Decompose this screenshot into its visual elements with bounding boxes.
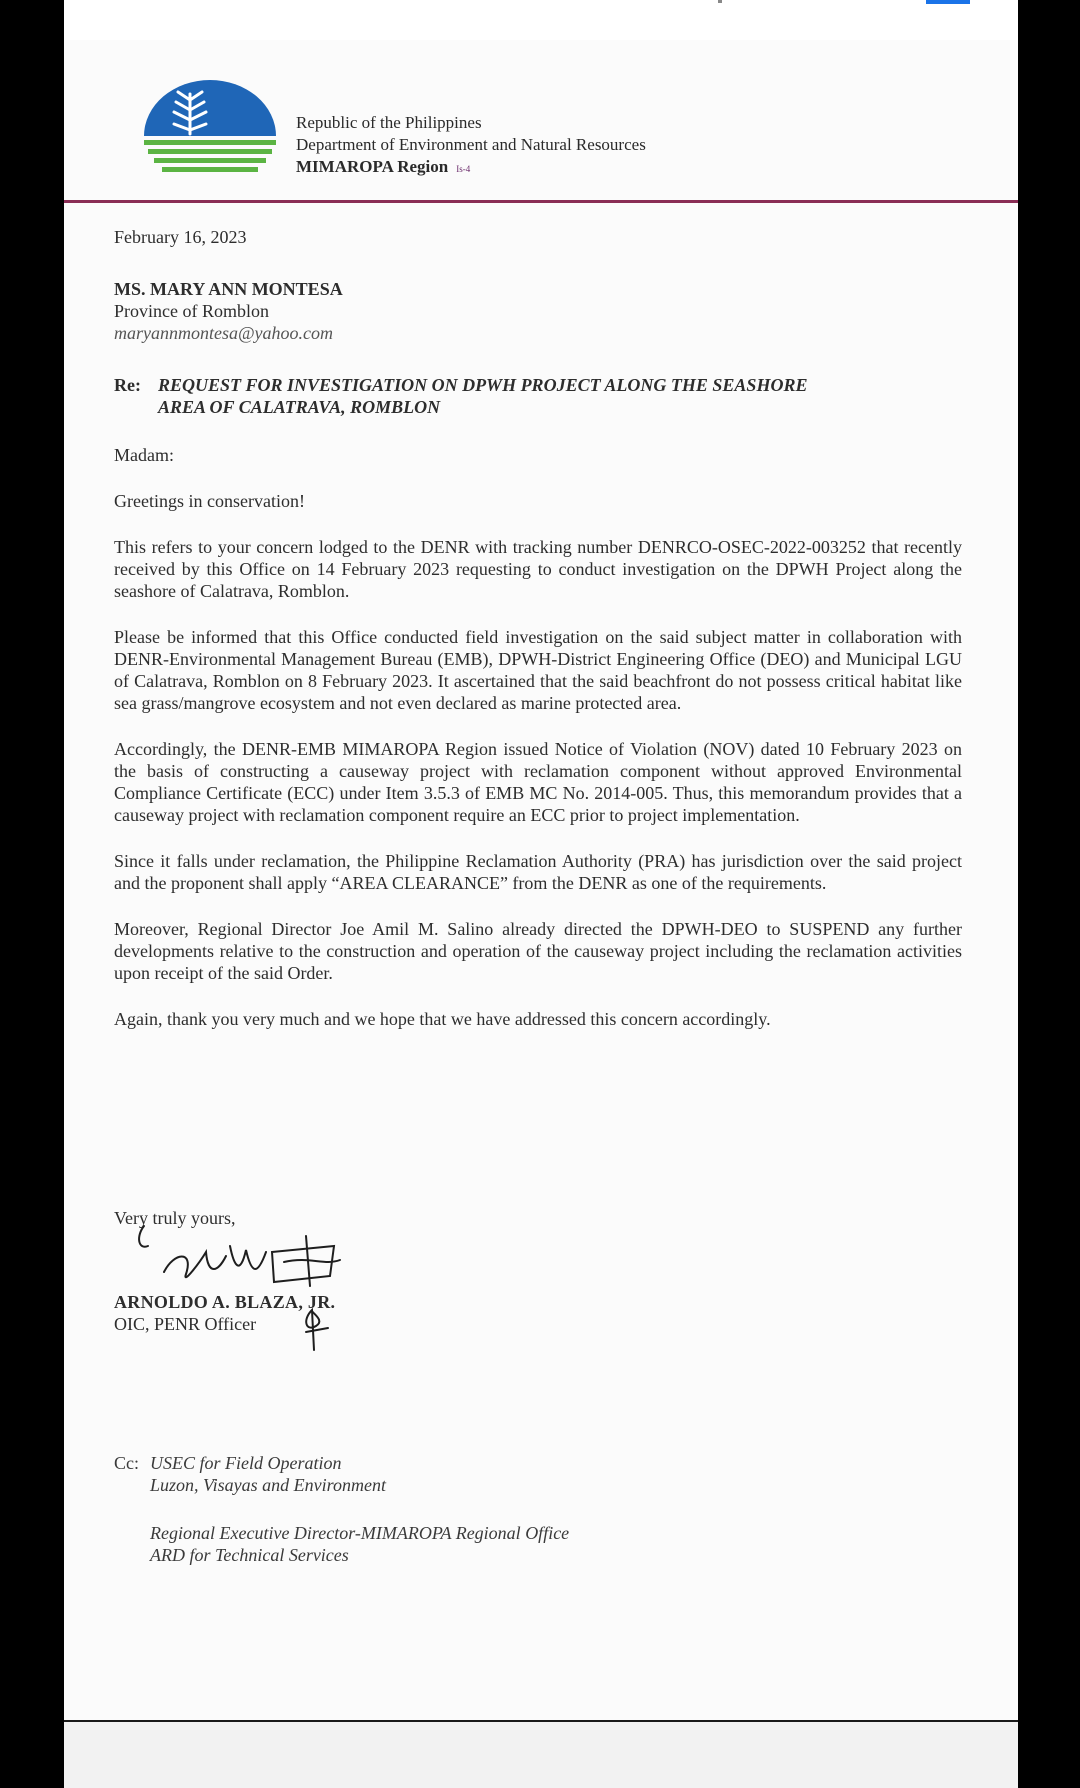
salutation: Madam: <box>114 445 174 465</box>
letterhead-stamp: Is-4 <box>456 164 471 174</box>
signatory-title: OIC, PENR Officer <box>114 1314 257 1334</box>
cc-line-4: ARD for Technical Services <box>150 1545 349 1565</box>
cc-list <box>114 1452 914 1566</box>
letter-date: February 16, 2023 <box>114 227 247 247</box>
subject-line-2: AREA OF CALATRAVA, ROMBLON <box>158 397 441 417</box>
letterhead-line-1: Republic of the Philippines <box>296 113 482 132</box>
left-black-edge <box>0 0 64 1788</box>
bottom-area <box>64 1722 1018 1788</box>
cc-line-2: Luzon, Visayas and Environment <box>150 1475 386 1495</box>
recipient-email: maryannmontesa@yahoo.com <box>114 323 334 343</box>
signature-block <box>114 1208 534 1408</box>
body-paragraph-1: This refers to your concern lodged to the DENR with tracking number DENRCO-OSEC-2022-003252 that recently received by this Office on 14 February 2023 requesting to conduct investigation on the DPWH Project along the seashore of Calatrava, Romblon. <box>114 537 962 601</box>
letterhead-region: MIMAROPA Region <box>296 157 449 176</box>
recipient-name: MS. MARY ANN MONTESA <box>114 279 343 299</box>
top-bar <box>64 0 1018 40</box>
cc-label: Cc: <box>114 1453 139 1473</box>
recipient-location: Province of Romblon <box>114 301 269 321</box>
valediction: Very truly yours, <box>114 1208 236 1228</box>
body-paragraph-5: Moreover, Regional Director Joe Amil M. Salino already directed the DPWH-DEO to SUSPEND any further developments relative to the construction and operation of the causeway project including the reclamation activities upon receipt of the said Order. <box>114 919 962 983</box>
letterhead-line-3 <box>296 156 646 180</box>
cc-line-3: Regional Executive Director-MIMAROPA Regional Office <box>150 1523 570 1543</box>
top-dot <box>718 0 722 3</box>
header-divider <box>64 200 1018 203</box>
body-paragraph-2: Please be informed that this Office conducted field investigation on the said subject matter in collaboration with DENR-Environmental Management Bureau (EMB), DPWH-District Engineering Office (DEO) and Municipal LGU of Calatrava, Romblon on 8 February 2023. It ascertained that the said beachfront do not possess critical habitat like sea grass/mangrove ecosystem and not even declared as marine protected area. <box>114 627 962 713</box>
letter-document <box>64 40 1018 1723</box>
right-black-edge <box>1018 0 1080 1788</box>
letterhead-line-2: Department of Environment and Natural Resources <box>296 135 646 154</box>
subject-label: Re: <box>114 375 141 395</box>
subject-line-1: REQUEST FOR INVESTIGATION ON DPWH PROJECT ALONG THE SEASHORE <box>158 375 808 395</box>
subject-line <box>114 374 962 396</box>
handwritten-signature-icon <box>134 1216 394 1366</box>
body-paragraph-3: Accordingly, the DENR-EMB MIMAROPA Region issued Notice of Violation (NOV) dated 10 February 2023 on the basis of constructing a causeway project with reclamation component without approved Environmental Compliance Certificate (ECC) under Item 3.5.3 of EMB MC No. 2014-005. Thus, this memorandum provides that a causeway project with reclamation component require an ECC prior to project implementation. <box>114 739 962 825</box>
top-accent-indicator <box>926 0 970 4</box>
cc-line-1: USEC for Field Operation <box>150 1453 342 1473</box>
body-paragraph-4: Since it falls under reclamation, the Philippine Reclamation Authority (PRA) has jurisdiction over the said project and the proponent shall apply “AREA CLEARANCE” from the DENR as one of the requirements. <box>114 851 962 893</box>
denr-logo-icon <box>140 78 280 188</box>
letterhead <box>296 112 646 180</box>
greeting: Greetings in conservation! <box>114 491 305 511</box>
signatory-name: ARNOLDO A. BLAZA, JR. <box>114 1292 336 1312</box>
closing-line: Again, thank you very much and we hope that we have addressed this concern accordingly. <box>114 1009 771 1029</box>
letter-body <box>114 226 962 1030</box>
cc-row-1 <box>114 1452 914 1474</box>
